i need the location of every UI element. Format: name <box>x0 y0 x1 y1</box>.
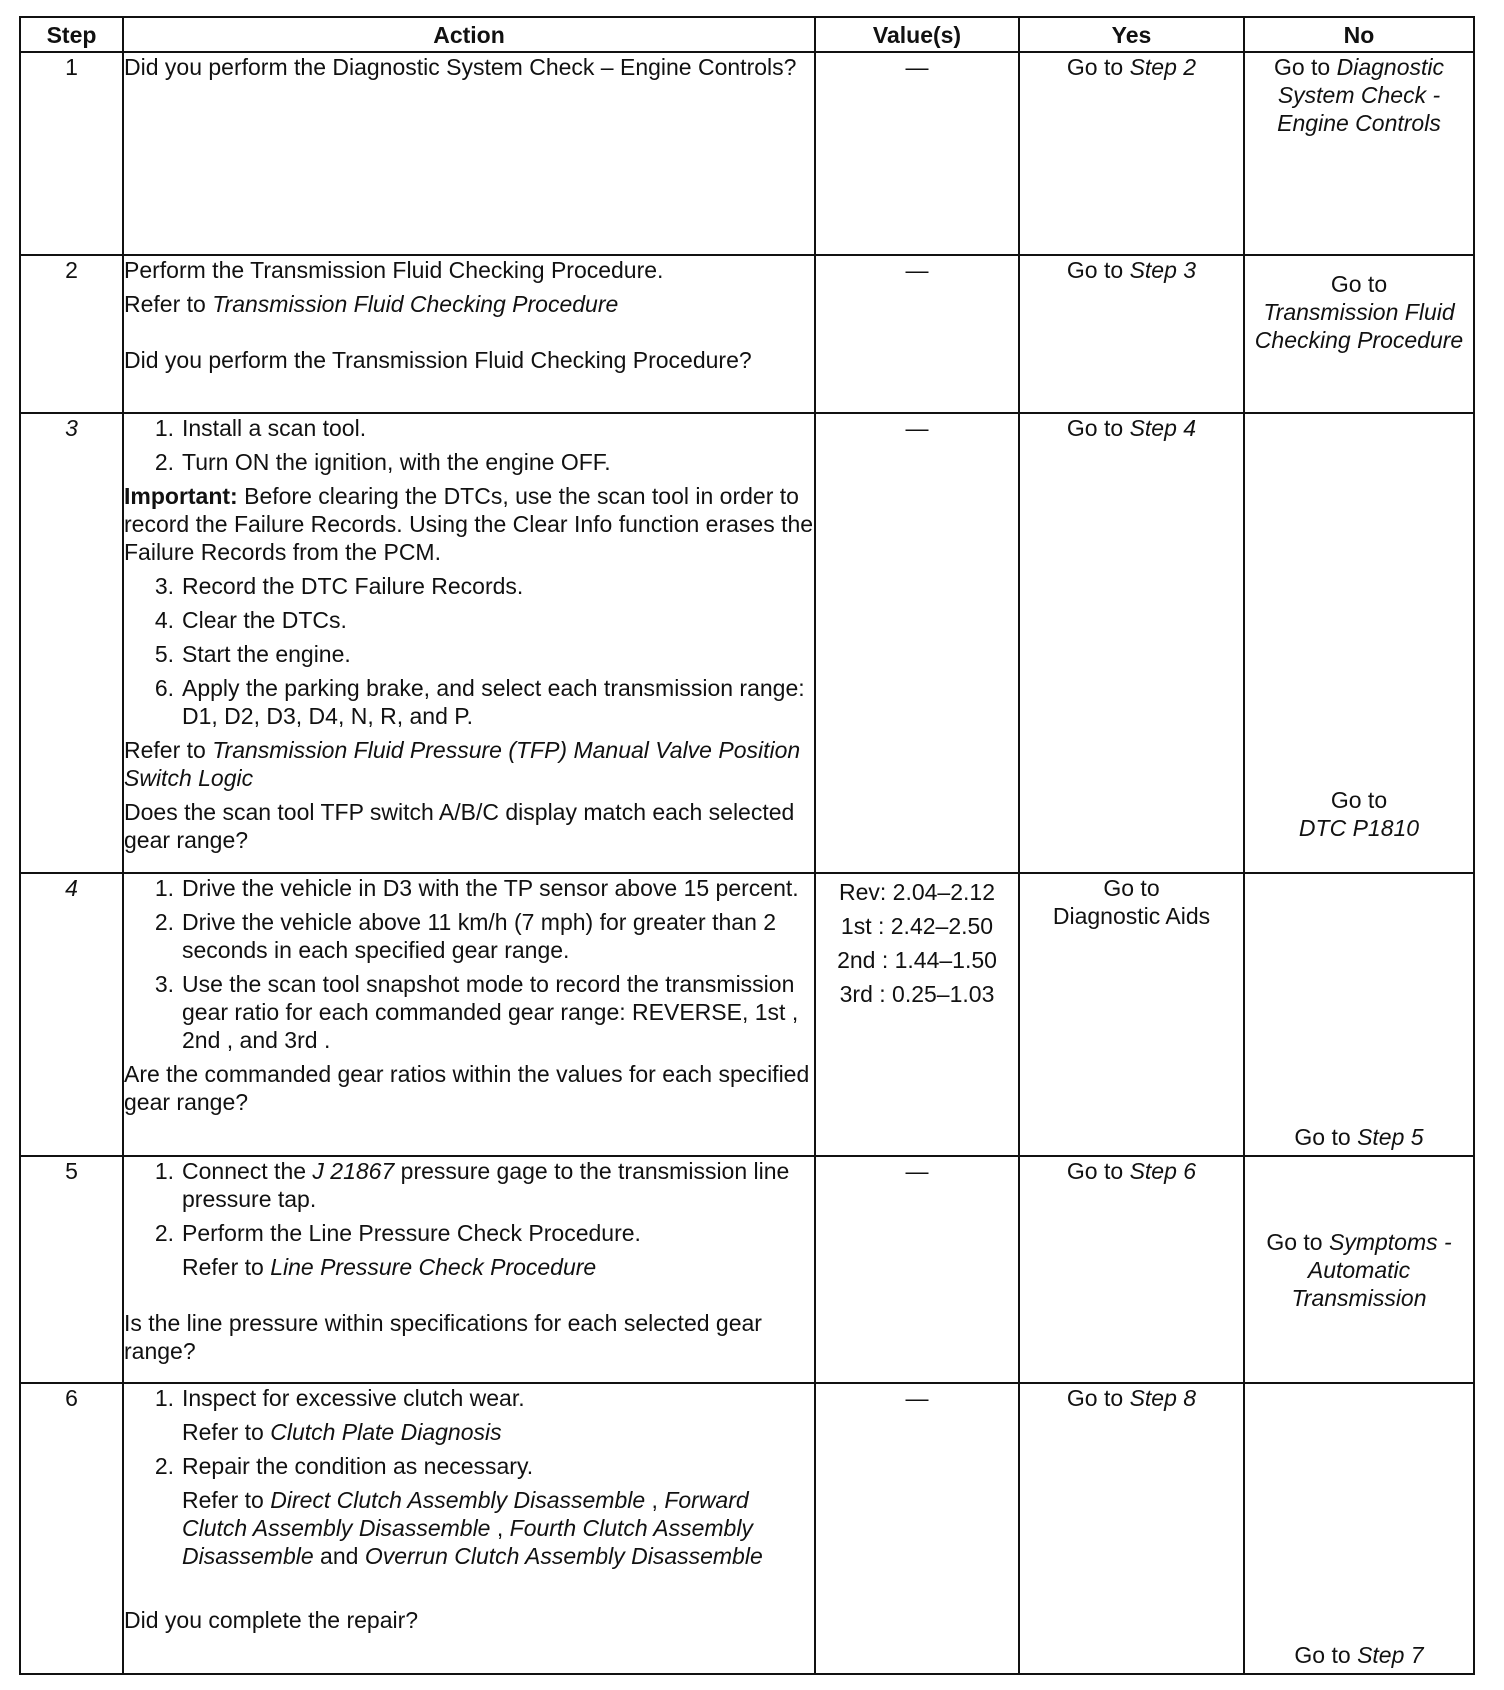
step-number-text: 3 <box>65 415 78 441</box>
value-dash: — <box>905 1158 929 1184</box>
no-link[interactable]: DTC P1810 <box>1298 815 1420 841</box>
list-item: 6. Apply the parking brake, and select each transmission range: D1, D2, D3, D4, N, R, and P. <box>154 675 805 729</box>
list-item: 2. Repair the condition as necessary. <box>154 1453 534 1479</box>
action-cell <box>123 255 815 413</box>
diagnostic-table <box>19 16 1475 1675</box>
value-cell <box>815 1383 1019 1674</box>
refer-line: Refer to Direct Clutch Assembly Disassemble , Forward Clutch Assembly Disassemble , Fourth Clutch Assembly Disassemble and Overrun Clutch Assembly Disassemble <box>182 1487 763 1569</box>
no-link[interactable]: Step 5 <box>1357 1124 1424 1150</box>
step-number: 5 <box>20 1156 123 1383</box>
table-row <box>20 413 1474 873</box>
yes-cell[interactable] <box>1019 1156 1244 1383</box>
no-prefix: Go to <box>1330 787 1388 813</box>
refer-link-direct-clutch[interactable]: Direct Clutch Assembly Disassemble <box>270 1487 646 1513</box>
table-row <box>20 1156 1474 1383</box>
refer-line <box>124 1253 814 1281</box>
list-item: 3. Record the DTC Failure Records. <box>154 573 524 599</box>
no-link[interactable]: Step 7 <box>1357 1642 1424 1668</box>
tool-number: J 21867 <box>312 1158 395 1184</box>
no-prefix: Go to <box>1273 54 1331 80</box>
refer-link[interactable]: Line Pressure Check Procedure <box>270 1254 597 1280</box>
yes-cell[interactable] <box>1019 255 1244 413</box>
refer-line <box>124 290 814 318</box>
value-cell <box>815 255 1019 413</box>
gear-ratio-rev: Rev: 2.04–2.12 <box>838 879 995 905</box>
action-question: Are the commanded gear ratios within the values for each specified gear range? <box>124 1061 810 1115</box>
list-item: 3. Use the scan tool snapshot mode to record the transmission gear ratio for each commanded gear range: REVERSE, 1st , 2nd , and 3rd . <box>154 971 799 1053</box>
gear-ratio-3rd: 3rd : 0.25–1.03 <box>839 981 995 1007</box>
no-link[interactable]: Diagnostic System Check - Engine Controls <box>1277 54 1445 136</box>
table-row <box>20 255 1474 413</box>
no-prefix: Go to <box>1266 1228 1323 1255</box>
important-note <box>124 482 814 566</box>
list-item: 1. Inspect for excessive clutch wear. <box>154 1385 525 1411</box>
refer-prefix: Refer to <box>182 1254 264 1280</box>
no-cell[interactable] <box>1244 413 1474 873</box>
yes-prefix: Go to <box>1066 415 1124 441</box>
refer-prefix: Refer to <box>182 1419 264 1445</box>
yes-prefix: Go to <box>1066 54 1124 80</box>
action-question: Did you perform the Transmission Fluid Checking Procedure? <box>124 347 752 373</box>
header-step: Step <box>20 17 123 52</box>
no-cell[interactable] <box>1244 52 1474 255</box>
value-dash: — <box>905 257 929 283</box>
refer-link[interactable]: Transmission Fluid Checking Procedure <box>212 291 619 317</box>
list-item: 2. Perform the Line Pressure Check Procedure. <box>154 1220 641 1246</box>
table-header-row <box>20 17 1474 52</box>
action-question: Does the scan tool TFP switch A/B/C display match each selected gear range? <box>124 799 795 853</box>
yes-prefix: Go to <box>1066 257 1124 283</box>
no-link[interactable]: Transmission Fluid Checking Procedure <box>1254 299 1464 353</box>
yes-cell[interactable] <box>1019 873 1244 1156</box>
refer-prefix: Refer to <box>182 1487 264 1513</box>
step-number-text: 4 <box>65 875 78 901</box>
list-item: 1. Connect the J 21867 pressure gage to the transmission line pressure tap. <box>154 1158 790 1212</box>
yes-cell[interactable] <box>1019 52 1244 255</box>
list-item: 5. Start the engine. <box>154 641 351 667</box>
header-action: Action <box>123 17 815 52</box>
yes-link[interactable]: Diagnostic Aids <box>1052 903 1211 929</box>
action-cell <box>123 1156 815 1383</box>
yes-link[interactable]: Step 6 <box>1129 1158 1197 1184</box>
gear-ratio-2nd: 2nd : 1.44–1.50 <box>837 947 997 973</box>
yes-cell[interactable] <box>1019 1383 1244 1674</box>
yes-prefix: Go to <box>1066 1158 1124 1184</box>
yes-link[interactable]: Step 2 <box>1129 54 1197 80</box>
value-dash: — <box>905 1385 929 1411</box>
no-prefix: Go to <box>1294 1642 1351 1668</box>
refer-line <box>124 736 814 792</box>
step-number <box>20 413 123 873</box>
table-row <box>20 52 1474 255</box>
action-cell <box>123 873 815 1156</box>
refer-link[interactable]: Clutch Plate Diagnosis <box>270 1419 502 1445</box>
value-cell <box>815 413 1019 873</box>
no-cell[interactable] <box>1244 1156 1474 1383</box>
list-item: 4. Clear the DTCs. <box>154 607 347 633</box>
action-question: Did you perform the Diagnostic System Check – Engine Controls? <box>124 54 797 80</box>
refer-link-fourth-clutch[interactable]: Fourth Clutch Assembly Disassemble <box>182 1515 753 1569</box>
action-cell <box>123 52 815 255</box>
list-item: 2. Drive the vehicle above 11 km/h (7 mph) for greater than 2 seconds in each specified gear range. <box>154 909 777 963</box>
header-no: No <box>1244 17 1474 52</box>
table-row <box>20 873 1474 1156</box>
list-item: 1. Install a scan tool. <box>154 415 367 441</box>
step-number: 1 <box>20 52 123 255</box>
yes-prefix: Go to <box>1066 1385 1124 1411</box>
yes-link[interactable]: Step 8 <box>1129 1385 1197 1411</box>
refer-link[interactable]: Transmission Fluid Pressure (TFP) Manual Valve Position Switch Logic <box>124 737 801 791</box>
refer-link-forward-clutch[interactable]: Forward Clutch Assembly Disassemble <box>182 1487 749 1541</box>
step-number: 2 <box>20 255 123 413</box>
yes-link[interactable]: Step 4 <box>1129 415 1197 441</box>
yes-link[interactable]: Step 3 <box>1129 257 1197 283</box>
action-question: Is the line pressure within specifications for each selected gear range? <box>124 1310 762 1364</box>
no-prefix: Go to <box>1294 1124 1351 1150</box>
value-cell <box>815 873 1019 1156</box>
no-prefix: Go to <box>1330 271 1388 297</box>
yes-cell[interactable] <box>1019 413 1244 873</box>
list-item: 2. Turn ON the ignition, with the engine OFF. <box>154 449 611 475</box>
action-question: Did you complete the repair? <box>124 1607 419 1633</box>
no-cell[interactable] <box>1244 1383 1474 1674</box>
no-cell[interactable] <box>1244 255 1474 413</box>
header-values: Value(s) <box>815 17 1019 52</box>
gear-ratio-1st: 1st : 2.42–2.50 <box>840 913 994 939</box>
action-cell <box>123 1383 815 1674</box>
refer-prefix: Refer to <box>124 737 206 763</box>
table-row <box>20 1383 1474 1674</box>
header-yes: Yes <box>1019 17 1244 52</box>
value-dash: — <box>905 54 929 80</box>
yes-prefix: Go to <box>1103 875 1160 901</box>
refer-prefix: Refer to <box>124 291 206 317</box>
refer-link-overrun-clutch[interactable]: Overrun Clutch Assembly Disassemble <box>364 1543 763 1569</box>
refer-line <box>124 1418 814 1446</box>
no-link[interactable]: Symptoms - Automatic Transmission <box>1291 1228 1452 1311</box>
no-cell[interactable] <box>1244 873 1474 1156</box>
action-cell <box>123 413 815 873</box>
important-label: Important: <box>124 483 238 509</box>
step-number: 6 <box>20 1383 123 1674</box>
value-cell <box>815 1156 1019 1383</box>
action-text: Perform the Transmission Fluid Checking Procedure. <box>124 257 664 283</box>
step-number <box>20 873 123 1156</box>
value-cell <box>815 52 1019 255</box>
value-dash: — <box>905 415 929 441</box>
list-item: 1. Drive the vehicle in D3 with the TP sensor above 15 percent. <box>154 875 799 901</box>
important-text: Before clearing the DTCs, use the scan tool in order to record the Failure Records. Using the Clear Info function erases the Failure Records from the PCM. <box>124 483 814 565</box>
